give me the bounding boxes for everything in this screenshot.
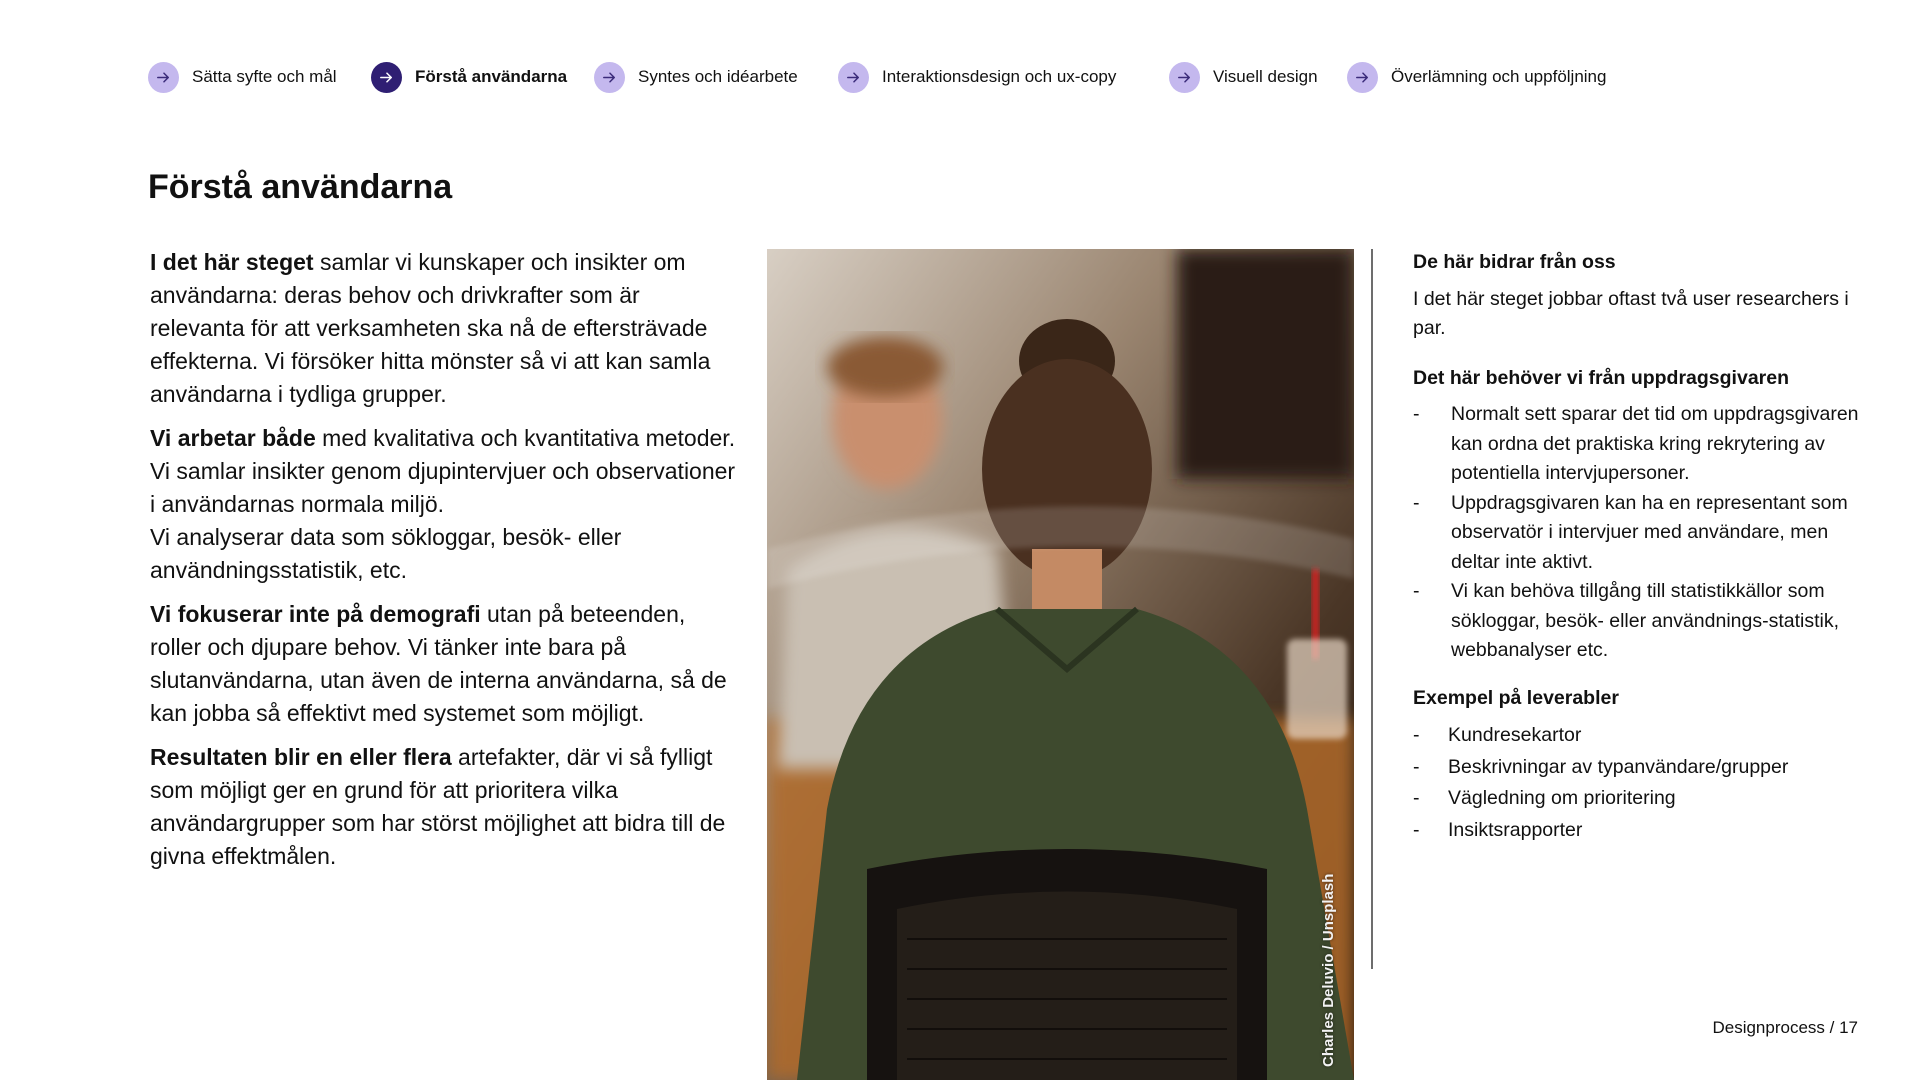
arrow-right-icon [838, 62, 869, 93]
contributors-text: I det här steget jobbar oftast två user researchers i par. [1413, 287, 1849, 339]
client-needs-list [1413, 400, 1873, 666]
photo-interview [767, 249, 1354, 1080]
step-label: Sätta syfte och mål [192, 67, 337, 86]
step-label: Interaktionsdesign och ux-copy [882, 67, 1117, 86]
step-label: Syntes och idéarbete [638, 67, 798, 86]
step-label: Visuell design [1213, 67, 1318, 86]
step-label: Överlämning och uppföljning [1391, 67, 1607, 86]
intro-paragraph [150, 741, 740, 873]
list-item: - Insiktsrapporter [1413, 815, 1873, 847]
arrow-right-icon [148, 62, 179, 93]
list-item: - Normalt sett sparar det tid om uppdragsgivaren kan ordna det praktiska kring rekrytering av potentiella intervjupersoner. [1413, 400, 1873, 489]
paragraph-body: utan på beteenden, roller och djupare behov. Vi tänker inte bara på slutanvändarna, utan även de interna användarna, så de kan jobba så effektivt med systemet som möjligt. [150, 601, 727, 726]
intro-text [150, 246, 740, 884]
paragraph-lead: Vi fokuserar inte på demografi [150, 601, 481, 627]
list-item: - Beskrivningar av typanvändare/grupper [1413, 752, 1873, 784]
paragraph-body: Vi analyserar data som sökloggar, besök- eller användningsstatistik, etc. [150, 524, 622, 583]
intro-paragraph [150, 246, 740, 411]
page-footer: Designprocess / 17 [1712, 1018, 1858, 1037]
paragraph-body: artefakter, där vi så fylligt som möjligt ger en grund för att prioritera vilka användargrupper som har störst möjlighet att bidra till de givna effektmålen. [150, 744, 726, 869]
step-overlamning[interactable] [1347, 60, 1606, 94]
step-syntes[interactable] [594, 60, 798, 94]
page-title: Förstå användarna [148, 168, 453, 206]
arrow-right-icon [1347, 62, 1378, 93]
deliverables-heading: Exempel på leverabler [1413, 686, 1619, 709]
paragraph-body: samlar vi kunskaper och insikter om användarna: deras behov och drivkrafter som är relevanta för att verksamheten ska nå de eftersträvade effekterna. Vi försöker hitta mönster så vi att kan samla användarna i tydliga grupper. [150, 249, 711, 407]
arrow-right-icon [1169, 62, 1200, 93]
paragraph-lead: I det här steget [150, 249, 314, 275]
step-forsta-anvandarna[interactable] [371, 60, 567, 94]
arrow-right-icon [594, 62, 625, 93]
photo-illustration [767, 249, 1354, 1080]
intro-paragraph [150, 598, 740, 730]
step-satta-syfte[interactable] [148, 60, 337, 94]
list-item: - Kundresekartor [1413, 720, 1873, 752]
step-interaktionsdesign[interactable] [838, 60, 1116, 94]
process-steps [148, 60, 1868, 94]
list-item: - Vägledning om prioritering [1413, 783, 1873, 815]
photo-credit: Charles Deluvio / Unsplash [1320, 873, 1337, 1067]
contributors-heading: De här bidrar från oss [1413, 251, 1616, 273]
paragraph-lead: Vi arbetar både [150, 425, 316, 451]
paragraph-lead: Resultaten blir en eller flera [150, 744, 452, 770]
list-item: - Uppdragsgivaren kan ha en representant som observatör i intervjuer med användare, men deltar inte aktivt. [1413, 489, 1873, 578]
list-item: - Vi kan behöva tillgång till statistikkällor som sökloggar, besök- eller användnings-statistik, webbanalyser etc. [1413, 577, 1873, 666]
paragraph-body: med kvalitativa och kvantitativa metoder. Vi samlar insikter genom djupintervjuer och observationer i användarnas normala miljö. [150, 425, 736, 517]
deliverables-list [1413, 720, 1873, 846]
arrow-right-icon [371, 62, 402, 93]
intro-paragraph [150, 422, 740, 587]
client-needs-heading: Det här behöver vi från uppdragsgivaren [1413, 366, 1790, 389]
step-label: Förstå användarna [415, 67, 568, 86]
step-visuell-design[interactable] [1169, 60, 1318, 94]
info-sidebar [1413, 248, 1873, 864]
vertical-divider [1371, 249, 1373, 969]
